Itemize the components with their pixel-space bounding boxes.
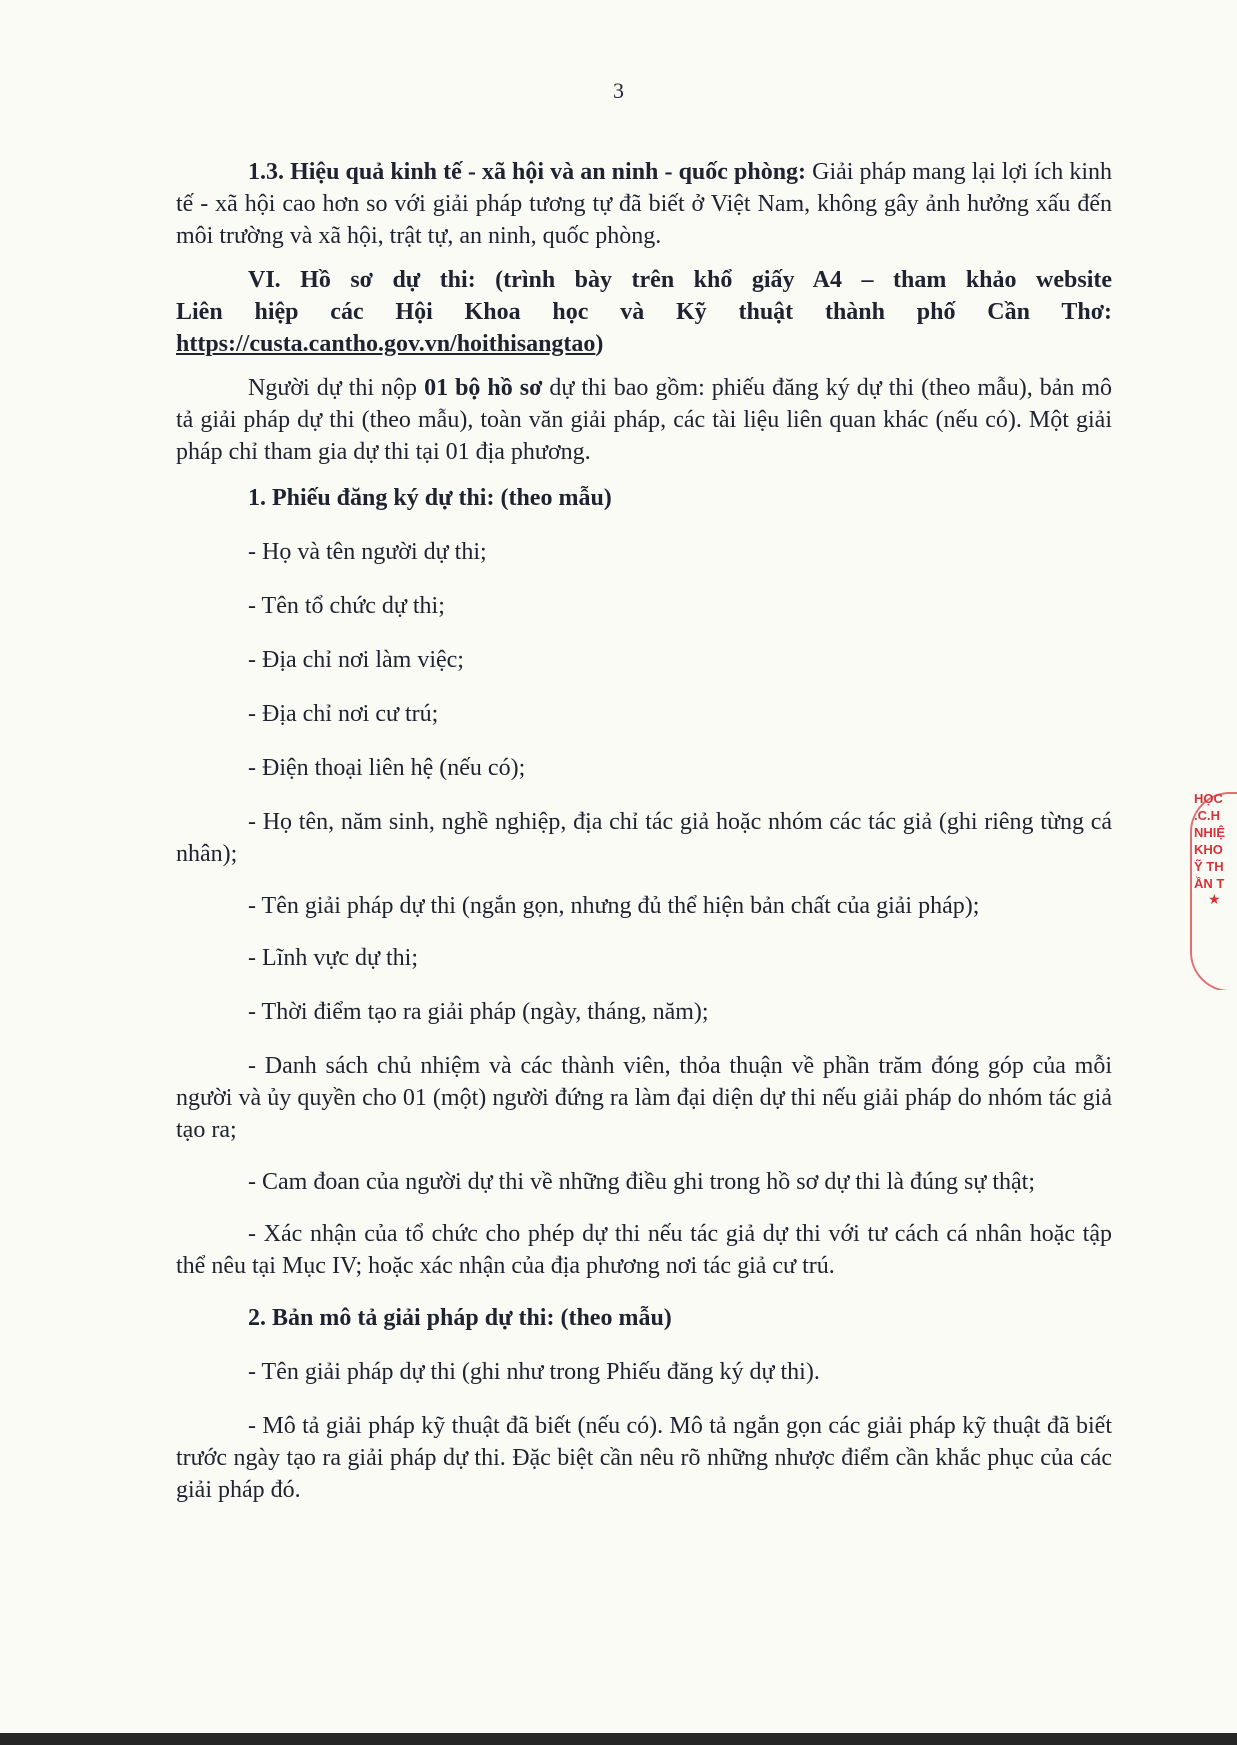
custa-website-link[interactable]: https://custa.cantho.gov.vn/hoithisangtao xyxy=(176,331,596,357)
intro-bold: 01 bộ hồ sơ xyxy=(424,375,543,401)
section-vi-intro xyxy=(176,372,1112,468)
stamp-ring xyxy=(1190,792,1237,990)
stamp-star-icon: ★ xyxy=(1208,893,1221,908)
form-1-list xyxy=(176,536,1112,1282)
stamp-line: .C.H xyxy=(1194,808,1220,823)
intro-after: dự thi bao gồm: phiếu đăng ký dự thi (theo mẫu), bản mô tả giải pháp dự thi (theo mẫu), toàn văn giải pháp, các tài liệu liên quan khác (nếu có). Một giải pháp chỉ tham gia dự thi tại 01 địa phương. xyxy=(176,375,1113,465)
list-item: - Mô tả giải pháp kỹ thuật đã biết (nếu có). Mô tả ngắn gọn các giải pháp kỹ thuật đã biết trước ngày tạo ra giải pháp dự thi. Đặc biệt cần nêu rõ những nhược điểm cần khắc phục của các giải pháp đó. xyxy=(176,1413,1112,1503)
list-item: - Tên giải pháp dự thi (ghi như trong Phiếu đăng ký dự thi). xyxy=(248,1359,820,1385)
form-1-heading: 1. Phiếu đăng ký dự thi: (theo mẫu) xyxy=(248,485,612,511)
scan-bottom-edge xyxy=(0,1733,1237,1745)
list-item: - Điện thoại liên hệ (nếu có); xyxy=(248,755,526,781)
stamp-line: NHIỆ xyxy=(1194,825,1226,840)
section-vi-heading-line1: VI. Hồ sơ dự thi: (trình bày trên khổ giấy A4 – tham khảo website xyxy=(248,267,1112,293)
list-item: - Lĩnh vực dự thi; xyxy=(248,945,418,971)
list-item: - Địa chỉ nơi cư trú; xyxy=(248,701,439,727)
page-number: 3 xyxy=(613,78,624,103)
section-vi-heading-line3 xyxy=(176,328,1112,360)
list-item: - Tên tổ chức dự thi; xyxy=(248,593,445,619)
document-body xyxy=(176,156,1112,1526)
list-item: - Thời điểm tạo ra giải pháp (ngày, tháng, năm); xyxy=(248,999,709,1025)
list-item: - Địa chỉ nơi làm việc; xyxy=(248,647,464,673)
list-item: - Tên giải pháp dự thi (ngắn gọn, nhưng đủ thể hiện bản chất của giải pháp); xyxy=(248,893,980,919)
form-2-heading: 2. Bản mô tả giải pháp dự thi: (theo mẫu) xyxy=(248,1305,672,1331)
stamp-line: Ỹ TH xyxy=(1194,859,1224,874)
link-close-paren: ) xyxy=(595,331,604,357)
section-1-3-heading: 1.3. Hiệu quả kinh tế - xã hội và an ninh - quốc phòng: xyxy=(248,159,807,185)
stamp-line: ẦN T xyxy=(1194,876,1225,891)
list-item: - Danh sách chủ nhiệm và các thành viên, thỏa thuận về phần trăm đóng góp của mỗi người và ủy quyền cho 01 (một) người đứng ra làm đại diện dự thi nếu giải pháp do nhóm tác giả tạo ra; xyxy=(176,1053,1112,1143)
stamp-line: KHO xyxy=(1194,842,1223,857)
stamp-line: HỌC xyxy=(1194,791,1223,806)
intro-before: Người dự thi nộp xyxy=(248,375,425,401)
section-1-3-text: Giải pháp mang lại lợi ích kinh tế - xã hội cao hơn so với giải pháp tương tự đã biết ở Việt Nam, không gây ảnh hưởng xấu đến môi trường và xã hội, trật tự, an ninh, quốc phòng. xyxy=(176,159,1112,249)
list-item: - Cam đoan của người dự thi về những điều ghi trong hồ sơ dự thi là đúng sự thật; xyxy=(248,1169,1035,1195)
list-item: - Họ và tên người dự thi; xyxy=(248,539,487,565)
list-item: - Họ tên, năm sinh, nghề nghiệp, địa chỉ tác giả hoặc nhóm các tác giả (ghi riêng từng cá nhân); xyxy=(176,809,1112,867)
list-item: - Xác nhận của tổ chức cho phép dự thi nếu tác giả dự thi với tư cách cá nhân hoặc tập thể nêu tại Mục IV; hoặc xác nhận của địa phương nơi tác giả cư trú. xyxy=(176,1221,1112,1279)
section-1-3 xyxy=(176,156,1112,252)
official-stamp-fragment xyxy=(1186,790,1237,990)
form-2-list xyxy=(176,1356,1112,1506)
section-vi-heading-line2: Liên hiệp các Hội Khoa học và Kỹ thuật thành phố Cần Thơ: xyxy=(176,299,1112,325)
